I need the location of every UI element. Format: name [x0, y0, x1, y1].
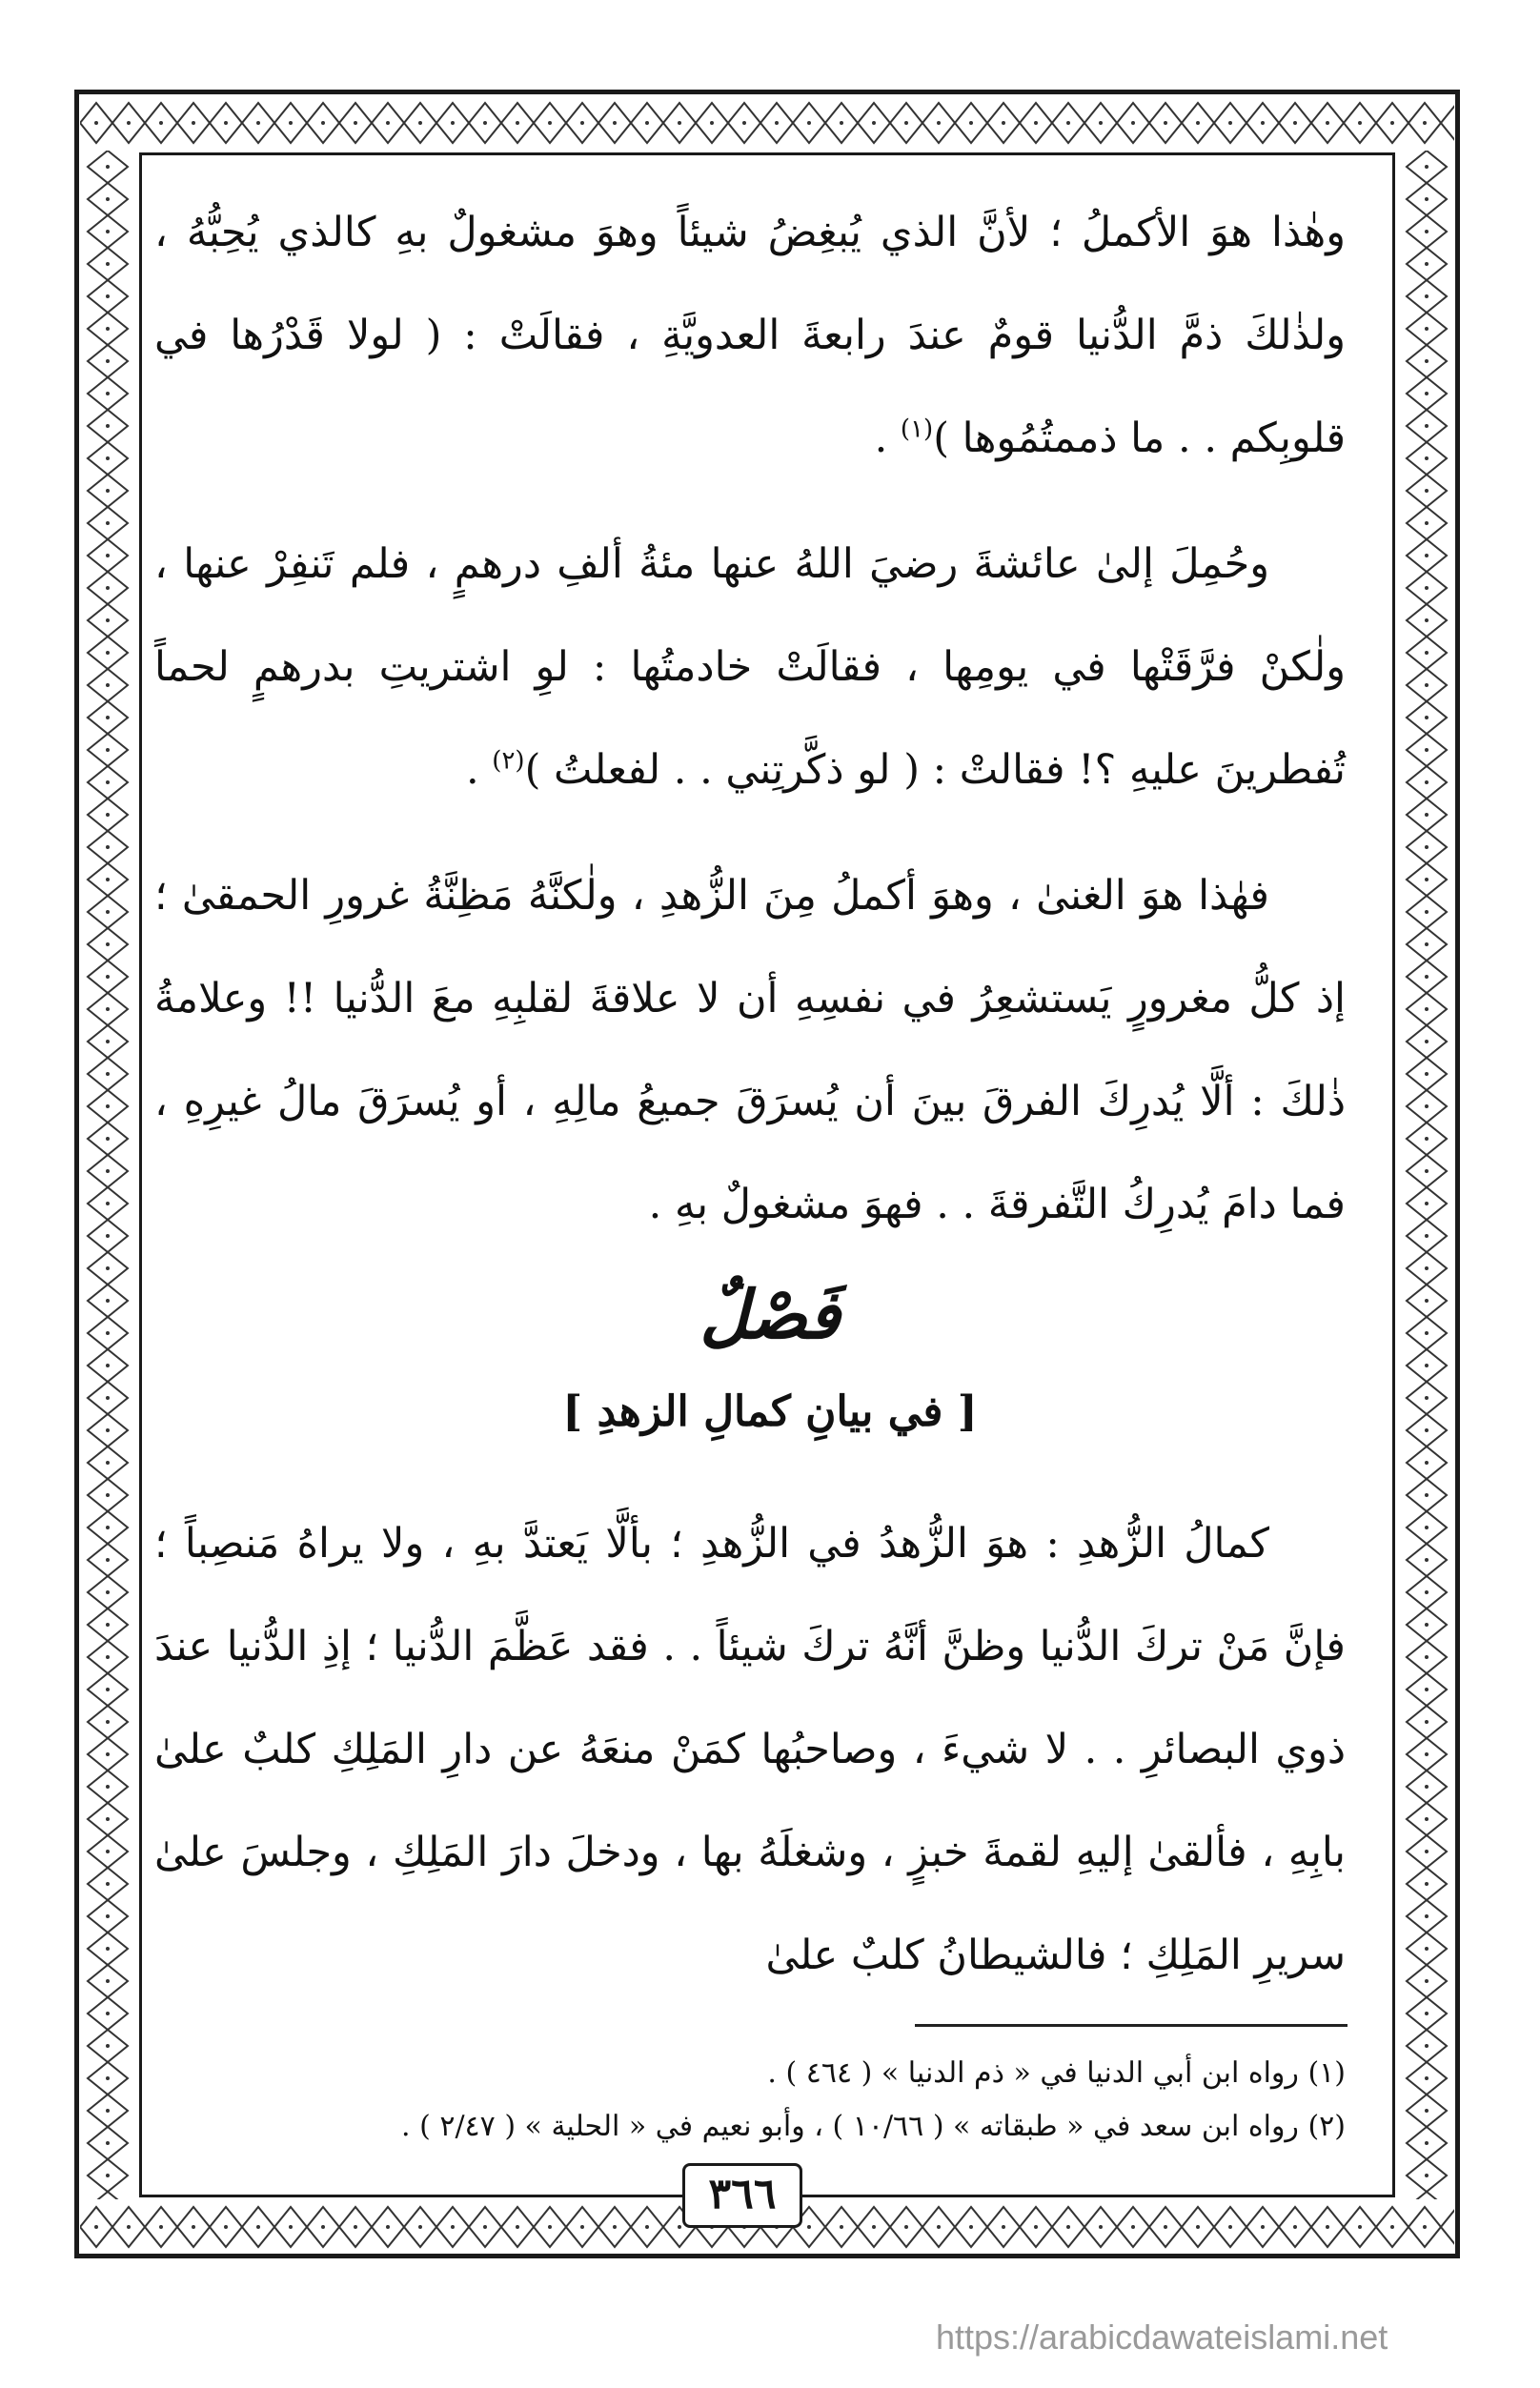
paragraph-1-text: وهٰذا هوَ الأكملُ ؛ لأنَّ الذي يُبغِضُ شيئاً وهوَ مشغولٌ بهِ كالذي يُحِبُّهُ ، ولذٰلكَ ذمَّ الدُّنيا قومٌ عندَ رابعةَ العدويَّةِ ، فقالَتْ : ( لولا قَدْرُها في قلوبِكم . . ما ذممتُمُوها ): [154, 209, 1346, 462]
footnotes: [154, 2047, 1346, 2154]
page-number: ٣٦٦: [682, 2163, 802, 2228]
paragraph-1: [154, 181, 1346, 490]
ornament-top-band: [80, 95, 1454, 151]
ornament-left-band: [80, 151, 135, 2199]
main-text-top: [154, 181, 1346, 1279]
paragraph-3: [154, 844, 1346, 1256]
ornament-right-band: [1399, 151, 1454, 2199]
footnote-ref-1[interactable]: (١): [900, 415, 934, 444]
section-title: [ في بيانِ كمالِ الزهدِ ]: [562, 1387, 978, 1436]
watermark-url: https://arabicdawateislami.net: [936, 2317, 1388, 2357]
paragraph-2-end: .: [465, 746, 493, 794]
footnote-2: (٢) رواه ابن سعد في « طبقاته » ( ١٠/٦٦ ) ، وأبو نعيم في « الحلية » ( ٢/٤٧ ) .: [401, 2110, 1346, 2143]
paragraph-2-text: وحُمِلَ إلىٰ عائشةَ رضيَ اللهُ عنها مئةُ ألفِ درهمٍ ، فلم تَنفِرْ عنها ، ولٰكنْ فرَّقَتْها في يومِها ، فقالَتْ خادمتُها : لوِ اشتريتِ بدرهمٍ لحماً تُفطرينَ عليهِ ؟! فقالتْ : ( لو ذكَّرتِني . . لفعلتُ ): [154, 540, 1346, 794]
paragraph-3-text: فهٰذا هوَ الغنىٰ ، وهوَ أكملُ مِنَ الزُّهدِ ، ولٰكنَّهُ مَظِنَّةُ غرورِ الحمقىٰ ؛ إذ كلُّ مغرورٍ يَستشعِرُ في نفسِهِ أن لا علاقةَ لقلبِهِ معَ الدُّنيا !! وعلامةُ ذٰلكَ : ألَّا يُدرِكَ الفرقَ بينَ أن يُسرَقَ جميعُ مالِهِ ، أو يُسرَقَ مالُ غيرِهِ ، فما دامَ يُدرِكُ التَّفرقةَ . . فهوَ مشغولٌ بهِ .: [154, 872, 1346, 1228]
footnote-ref-2[interactable]: (٢): [492, 746, 525, 776]
footnote-divider: [915, 2024, 1348, 2027]
paragraph-1-end: .: [874, 415, 901, 462]
paragraph-2: [154, 513, 1346, 821]
paragraph-4: كمالُ الزُّهدِ : هوَ الزُّهدُ في الزُّهدِ ؛ بألَّا يَعتدَّ بهِ ، ولا يراهُ مَنصِباً ؛ فإنَّ مَنْ تركَ الدُّنيا وظنَّ أنَّهُ تركَ شيئاً . . فقد عَظَّمَ الدُّنيا ؛ إذِ الدُّنيا عندَ ذوي البصائرِ . . لا شيءَ ، وصاحبُها كمَنْ منعَهُ عن دارِ المَلِكِ كلبٌ علىٰ بابِهِ ، فألقىٰ إليهِ لقمةَ خبزٍ ، وشغلَهُ بها ، ودخلَ دارَ المَلِكِ ، وجلسَ علىٰ سريرِ المَلِكِ ؛ فالشيطانُ كلبٌ علىٰ: [154, 1520, 1346, 1979]
footnote-1: (١) رواه ابن أبي الدنيا في « ذم الدنيا » ( ٤٦٤ ) .: [767, 2056, 1346, 2090]
fasl-heading: فَصْلٌ: [699, 1275, 841, 1354]
main-text-bottom: [154, 1492, 1346, 2030]
